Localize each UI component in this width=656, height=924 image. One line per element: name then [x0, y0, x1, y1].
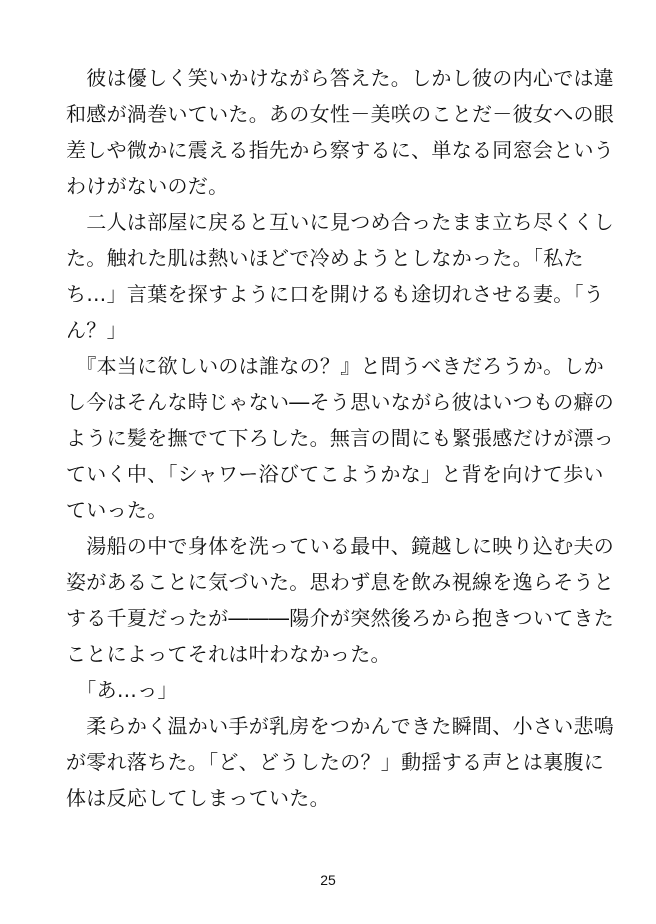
text-line: た。触れた肌は熱いほどで冷めようとしなかった。「私た — [66, 246, 584, 270]
text-line: 姿があることに気づいた。思わず息を飲み視線を逸らそうと — [66, 570, 615, 594]
text-line: ことによってそれは叶わなかった。 — [66, 642, 391, 666]
text-line: 差しや微かに震える指先から察するに、単なる同窓会という — [66, 138, 615, 162]
text-line: 湯船の中で身体を洗っている最中、鏡越しに映り込む夫の — [66, 534, 615, 558]
text-line: 二人は部屋に戻ると互いに見つめ合ったまま立ち尽くくし — [66, 210, 615, 234]
text-line: が零れ落ちた。「ど、どうしたの？」動揺する声とは裏腹に — [66, 750, 605, 774]
text-line: ち…」言葉を探すように口を開けるも途切れさせる妻。「う — [66, 282, 605, 306]
text-line: 『本当に欲しいのは誰なの？』と問うべきだろうか。しか — [66, 354, 605, 378]
text-line: ていく中、「シャワー浴びてこようかな」と背を向けて歩い — [66, 462, 604, 486]
text-line: 和感が渦巻いていた。あの女性－美咲のことだ－彼女への眼 — [66, 102, 615, 126]
text-line: ように髪を撫でて下ろした。無言の間にも緊張感だけが漂っ — [66, 426, 615, 450]
text-line: する千夏だったが―――陽介が突然後ろから抱きついてきた — [66, 606, 615, 630]
text-line: 体は反応してしまっていた。 — [66, 786, 330, 810]
text-line: し今はそんな時じゃない―そう思いながら彼はいつもの癖の — [66, 390, 615, 414]
text-line: 柔らかく温かい手が乳房をつかんできた瞬間、小さい悲鳴 — [66, 714, 615, 738]
text-line: わけがないのだ。 — [66, 174, 229, 198]
text-line: ていった。 — [66, 498, 168, 522]
page-number: 25 — [320, 872, 336, 888]
body-text — [66, 60, 615, 816]
text-line: 「あ…っ」 — [66, 678, 178, 702]
text-line: 彼は優しく笑いかけながら答えた。しかし彼の内心では違 — [66, 66, 615, 90]
text-line: ん？」 — [66, 318, 127, 342]
